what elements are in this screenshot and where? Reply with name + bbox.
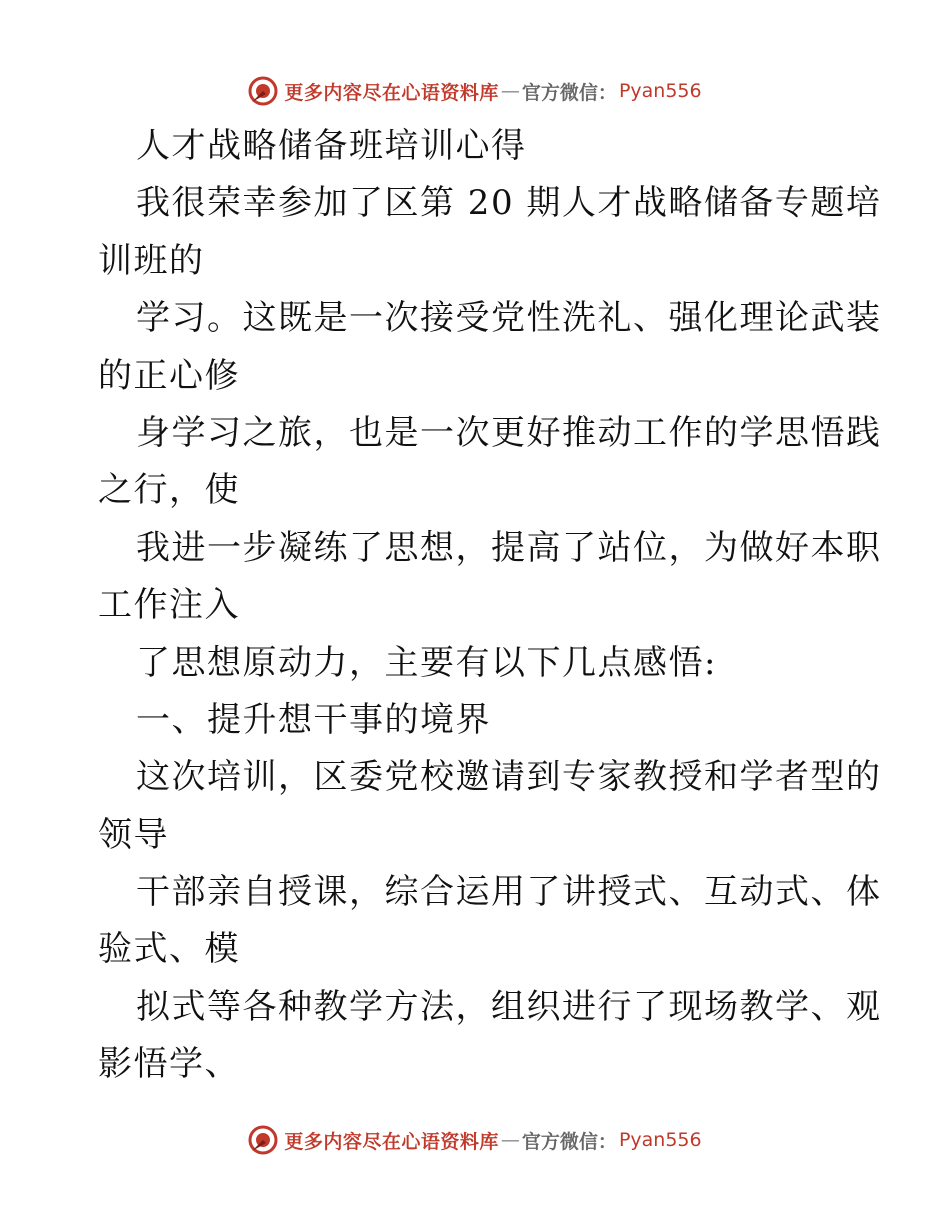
text-line: 的正心修 [98,355,240,396]
text-line: 了思想原动力，主要有以下几点感悟: [136,642,717,683]
document-body [98,118,882,1094]
text-line: 领导 [98,814,169,855]
header-watermark [0,71,950,111]
text-line: 干部亲自授课，综合运用了讲授式、互动式、体 [136,872,882,913]
text-line: 我进一步凝练了思想，提高了站位，为做好本职 [136,527,882,568]
text-line: 之行，使 [98,470,240,511]
watermark-official-label: 官方微信： [521,81,617,104]
watermark-wechat-id: Pyan556 [618,1129,702,1151]
watermark-separator: — [500,1129,520,1151]
text-line: 影悟学、 [98,1044,240,1085]
watermark-brand-text: 更多内容尽在心语资料库 [284,81,499,104]
text-line: 拟式等各种教学方法，组织进行了现场教学、观 [136,986,882,1027]
watermark-separator: — [500,80,520,102]
pen-badge-icon [248,1125,278,1155]
text-line: 工作注入 [98,585,240,626]
text-line: 身学习之旅，也是一次更好推动工作的学思悟践 [136,412,882,453]
text-line: 人才战略储备班培训心得 [136,126,527,166]
text-line: 训班的 [98,240,205,281]
watermark-wechat-id: Pyan556 [618,80,702,102]
text-line: 验式、模 [98,929,240,970]
text-line: 我很荣幸参加了区第 20 期人才战略储备专题培 [136,183,882,224]
watermark-official-label: 官方微信： [521,1130,617,1153]
watermark-brand-text: 更多内容尽在心语资料库 [284,1130,499,1153]
text-line: 学习。这既是一次接受党性洗礼、强化理论武装 [136,298,882,339]
footer-watermark [0,1120,950,1160]
text-line: 这次培训，区委党校邀请到专家教授和学者型的 [136,757,882,798]
pen-badge-icon [248,76,278,106]
text-line: 一、提升想干事的境界 [136,699,491,740]
